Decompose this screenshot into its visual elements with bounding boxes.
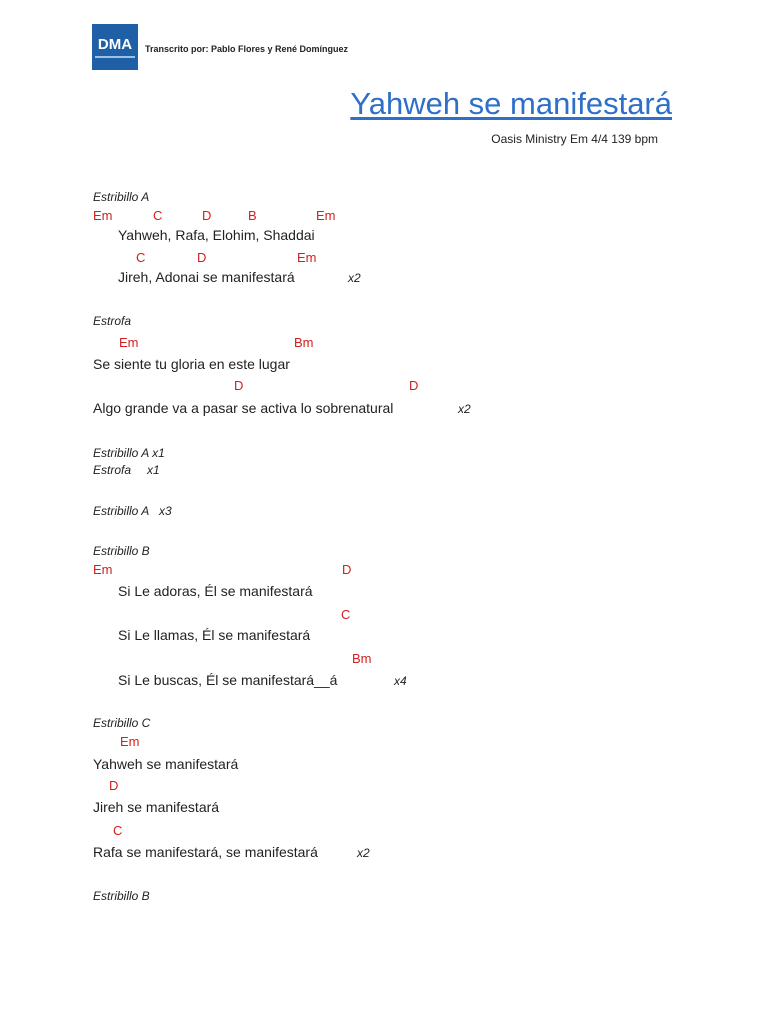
order-line: Estrofa	[93, 463, 132, 477]
lyric-line: Si Le buscas, Él se manifestará__á	[118, 672, 338, 688]
chord: Em	[93, 208, 113, 223]
section-label-estribillo-a: Estribillo A	[93, 190, 150, 204]
section-label-estribillo-c: Estribillo C	[93, 716, 151, 730]
chord: C	[113, 823, 123, 838]
section-label-estribillo-b-final: Estribillo B	[93, 889, 150, 903]
repeat-mark: x2	[458, 402, 471, 416]
lyric-line: Jireh se manifestará	[93, 799, 220, 815]
chord: D	[409, 378, 419, 393]
chord: Em	[120, 734, 140, 749]
lyric-line: Jireh, Adonai se manifestará	[118, 269, 295, 285]
chord: D	[197, 250, 207, 265]
order-line: Estribillo A x1	[93, 446, 165, 460]
chord: C	[136, 250, 146, 265]
chord: D	[234, 378, 244, 393]
order-line: Estribillo A	[93, 504, 150, 518]
chord: Em	[119, 335, 139, 350]
chord: Em	[316, 208, 336, 223]
song-subtitle: Oasis Ministry Em 4/4 139 bpm	[491, 132, 658, 146]
chord: D	[342, 562, 352, 577]
chord: C	[153, 208, 163, 223]
chord: Bm	[352, 651, 372, 666]
chord: D	[109, 778, 119, 793]
repeat-mark: x4	[394, 674, 407, 688]
chord: Bm	[294, 335, 314, 350]
lyric-line: Algo grande va a pasar se activa lo sobrenatural	[93, 400, 394, 416]
logo-text: DMA	[97, 36, 133, 53]
chord: B	[248, 208, 257, 223]
lyric-line: Yahweh se manifestará	[93, 756, 239, 772]
section-label-estribillo-b: Estribillo B	[93, 544, 150, 558]
section-label-estrofa: Estrofa	[93, 314, 132, 328]
dma-logo	[92, 24, 138, 70]
lyric-line: Rafa se manifestará, se manifestará	[93, 844, 318, 860]
transcription-credit: Transcrito por: Pablo Flores y René Domínguez	[145, 44, 349, 54]
lyric-line: Yahweh, Rafa, Elohim, Shaddai	[118, 227, 315, 243]
lyric-line: Se siente tu gloria en este lugar	[93, 356, 290, 372]
repeat-mark: x3	[159, 504, 172, 518]
logo-underline	[95, 56, 135, 58]
repeat-mark: x2	[348, 271, 361, 285]
chord: Em	[93, 562, 113, 577]
chord: Em	[297, 250, 317, 265]
repeat-mark: x1	[147, 463, 160, 477]
chord: C	[341, 607, 351, 622]
song-title[interactable]: Yahweh se manifestará	[350, 86, 672, 121]
lyric-line: Si Le adoras, Él se manifestará	[118, 583, 313, 599]
lyric-line: Si Le llamas, Él se manifestará	[118, 627, 311, 643]
repeat-mark: x2	[357, 846, 370, 860]
chord: D	[202, 208, 212, 223]
